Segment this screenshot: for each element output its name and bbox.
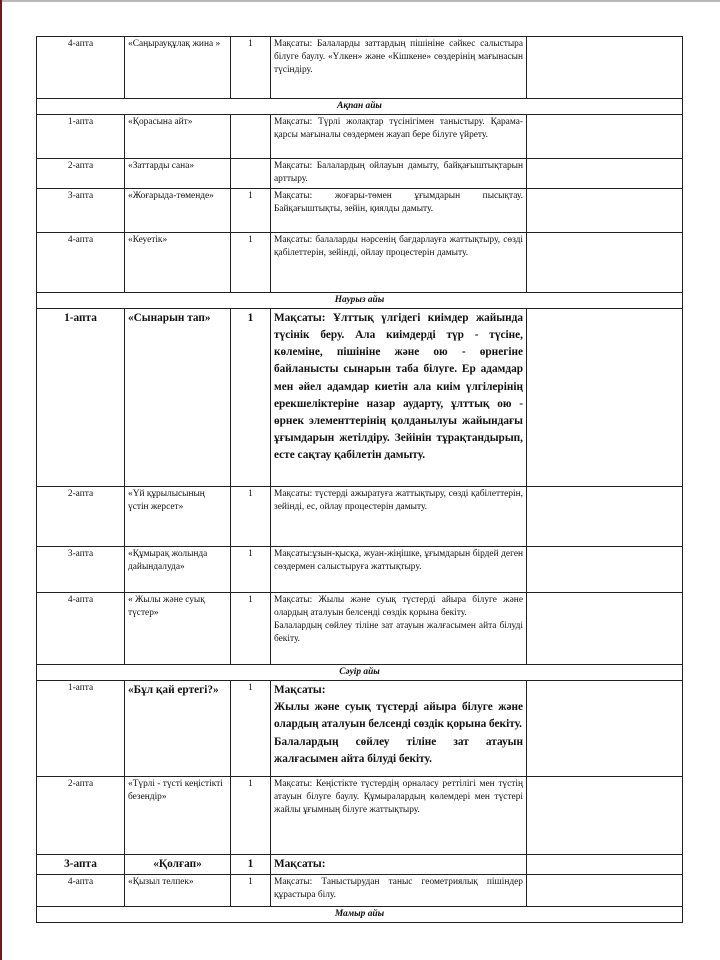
goal-paragraph: Жылы және суық түстерді айыра білуге және олардың аталуын белсенді сөздік қорына бекіту. [274, 701, 523, 731]
month-header-row [37, 907, 683, 923]
month-title: Сәуір айы [37, 665, 683, 681]
week-cell: 1-апта [37, 681, 125, 777]
notes-cell [527, 875, 683, 907]
week-cell: 4-апта [37, 875, 125, 907]
hours-cell: 1 [231, 875, 271, 907]
goal-cell [271, 547, 527, 593]
notes-cell [527, 777, 683, 855]
goal-paragraph: Мақсаты: Ұлттық үлгідегі киімдер жайында түсінік беру. Ала киімдерді түр - түсіне, көлеміне, пішініне және ою - өрнегіне байланысты сынарын таба білуге. Ер адамдар мен әйел адамдар киетін ала киім үлгілерінің ерекшеліктеріне назар аударту, ұлттық ою - өрнек элементтерінің қолданылуы жайындағы ұғымдарын жетілдіру. Зейінін тұрақтандырып, есте сақтау қабілетін дамыту. [274, 312, 523, 461]
goal-cell [271, 777, 527, 855]
hours-cell: 1 [231, 233, 271, 293]
week-cell: 1-апта [37, 309, 125, 487]
notes-cell [527, 593, 683, 665]
goal-paragraph: Мақсаты: Кеңістікте түстердің орналасу реттілігі мен түстің атауын білуге баулу. Құмыралардың көлемдері мен түстері жайлы ұғымның білуге жаттықтыру. [274, 779, 523, 816]
week-cell: 4-апта [37, 37, 125, 99]
goal-paragraph: Мақсаты: балаларды нәрсенің бағдарлауға жаттықтыру, сөзді қабілеттерін, зейінді, ойлау процестерін дамыту. [274, 235, 523, 259]
topic-cell: « Жылы және суық түстер» [125, 593, 231, 665]
month-header-row [37, 293, 683, 309]
lesson-row [37, 159, 683, 189]
week-cell: 2-апта [37, 487, 125, 547]
goal-paragraph: Мақсаты: жоғары-төмен ұғымдарын пысықтау. Байқағыштықты, зейін, қиялды дамыту. [274, 191, 523, 215]
topic-cell: «Кеуетік» [125, 233, 231, 293]
goal-paragraph: Мақсаты: Таныстырудан таныс геометриялық пішіндер құрастыра білу. [274, 877, 523, 901]
goal-cell [271, 309, 527, 487]
lesson-row [37, 115, 683, 159]
goal-paragraph: Балалардың сөйлеу тіліне зат атауын жалғасымен айта білуді бекіту. [274, 735, 523, 765]
goal-paragraph: Мақсаты: Жылы және суық түстерді айыра білуге және олардың аталуын белсенді сөздік қорына бекіту. [274, 595, 523, 619]
lesson-row [37, 855, 683, 875]
notes-cell [527, 189, 683, 233]
goal-cell [271, 189, 527, 233]
month-header-row [37, 99, 683, 115]
goal-paragraph: Мақсаты: Балаларды заттардың пішініне сәйкес салыстыра білуге баулу. «Үлкен» және «Кішкене» сөздерінің мағынасын түсіндіру. [274, 39, 523, 76]
hours-cell: 1 [231, 547, 271, 593]
goal-paragraph: Мақсаты: Балалардың ойлауын дамыту, байқағыштықтарын арттыру. [274, 161, 523, 185]
lesson-row [37, 233, 683, 293]
goal-cell [271, 37, 527, 99]
topic-cell: «Саңырауқұлақ жина » [125, 37, 231, 99]
hours-cell: 1 [231, 593, 271, 665]
week-cell: 4-апта [37, 233, 125, 293]
goal-paragraph: Мақсаты: [274, 858, 326, 871]
lesson-row [37, 681, 683, 777]
notes-cell [527, 115, 683, 159]
lesson-row [37, 547, 683, 593]
week-cell: 2-апта [37, 777, 125, 855]
lesson-plan-body [37, 37, 683, 923]
goal-cell [271, 487, 527, 547]
topic-cell: «Қызыл телпек» [125, 875, 231, 907]
lesson-row [37, 487, 683, 547]
hours-cell: 1 [231, 681, 271, 777]
month-title: Ақпан айы [37, 99, 683, 115]
month-header-row [37, 665, 683, 681]
notes-cell [527, 855, 683, 875]
lesson-plan-table [36, 36, 683, 923]
hours-cell: 1 [231, 189, 271, 233]
notes-cell [527, 233, 683, 293]
goal-cell [271, 593, 527, 665]
hours-cell: 1 [231, 487, 271, 547]
goal-cell [271, 159, 527, 189]
lesson-row [37, 37, 683, 99]
goal-cell [271, 855, 527, 875]
lesson-row [37, 593, 683, 665]
page-left-edge [0, 0, 2, 960]
page-header-tag: ········ [348, 0, 370, 4]
week-cell: 1-апта [37, 115, 125, 159]
goal-cell [271, 115, 527, 159]
goal-paragraph: Мақсаты: [274, 684, 326, 697]
month-title: Наурыз айы [37, 293, 683, 309]
month-title: Мамыр айы [37, 907, 683, 923]
lesson-row [37, 189, 683, 233]
week-cell: 2-апта [37, 159, 125, 189]
notes-cell [527, 159, 683, 189]
goal-cell [271, 233, 527, 293]
hours-cell [231, 159, 271, 189]
goal-cell [271, 875, 527, 907]
topic-cell: «Қорасына айт» [125, 115, 231, 159]
lesson-row [37, 309, 683, 487]
goal-paragraph: Балалардың сөйлеу тіліне зат атауын жалғасымен айта білуді бекіту. [274, 621, 523, 645]
goal-paragraph: Мақсаты: Түрлі жолақтар түсінігімен таныстыру. Қарама-қарсы мағыналы сөздермен жауап бере білуге үйрету. [274, 117, 523, 141]
topic-cell: «Түрлі - түсті кеңістікті безендір» [125, 777, 231, 855]
notes-cell [527, 547, 683, 593]
hours-cell: 1 [231, 37, 271, 99]
notes-cell [527, 309, 683, 487]
topic-cell: «Құмырақ жолында дайындалуда» [125, 547, 231, 593]
week-cell: 3-апта [37, 855, 125, 875]
topic-cell: «Заттарды сана» [125, 159, 231, 189]
notes-cell [527, 681, 683, 777]
goal-cell [271, 681, 527, 777]
hours-cell: 1 [231, 777, 271, 855]
notes-cell [527, 487, 683, 547]
hours-cell: 1 [231, 309, 271, 487]
topic-cell: «Сынарын тап» [125, 309, 231, 487]
week-cell: 3-апта [37, 547, 125, 593]
topic-cell: «Бұл қай ертегі?» [125, 681, 231, 777]
lesson-row [37, 875, 683, 907]
week-cell: 3-апта [37, 189, 125, 233]
hours-cell [231, 115, 271, 159]
topic-cell: «Қолғап» [125, 855, 231, 875]
topic-cell: «Жоғарыда-төменде» [125, 189, 231, 233]
lesson-row [37, 777, 683, 855]
goal-paragraph: Мақсаты: түстерді ажыратуға жаттықтыру, сөзді қабілеттерін, зейінді, ес, ойлау процестерін дамыту. [274, 489, 523, 513]
week-cell: 4-апта [37, 593, 125, 665]
goal-paragraph: Мақсаты:ұзын-қысқа, жуан-жіңішке, ұғымдарын бірдей деген сөздермен салыстыруға жаттықтыру. [274, 549, 523, 573]
topic-cell: «Үй құрылысының үстін жерсет» [125, 487, 231, 547]
hours-cell: 1 [231, 855, 271, 875]
notes-cell [527, 37, 683, 99]
